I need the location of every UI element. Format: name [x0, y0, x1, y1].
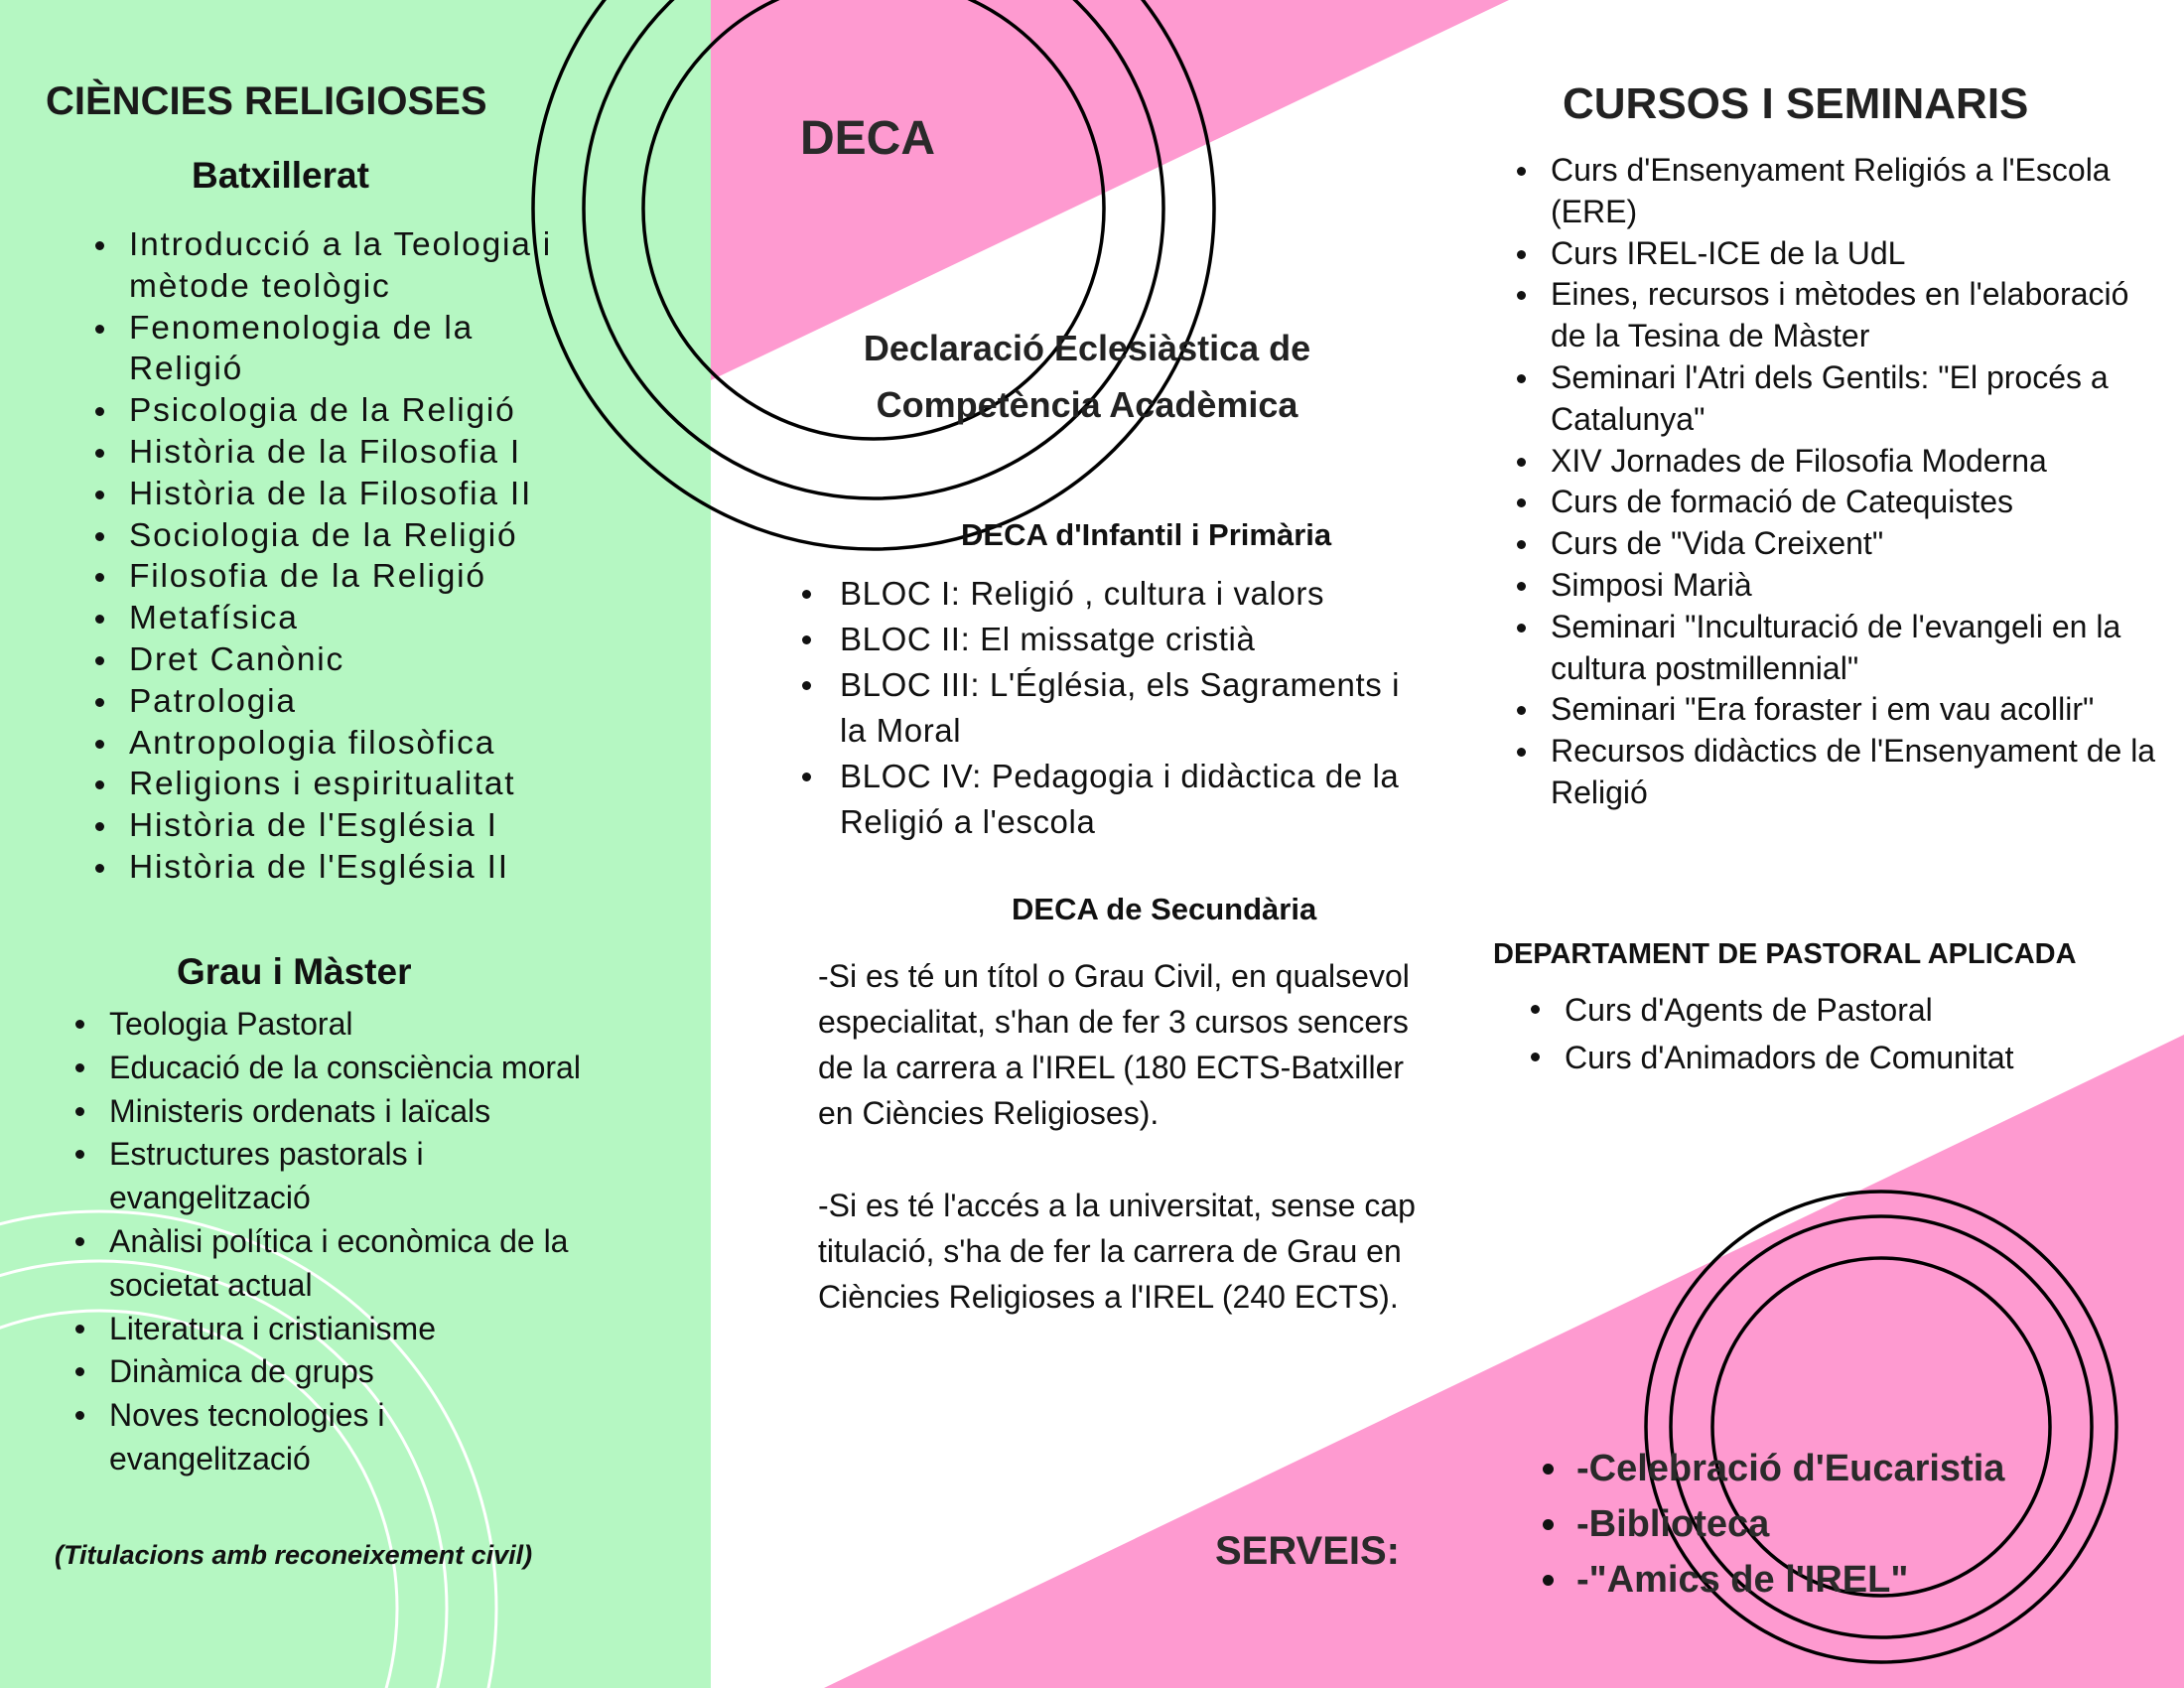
list-item: Sociologia de la Religió	[91, 515, 568, 557]
ciencies-religioses-title: CIÈNCIES RELIGIOSES	[46, 79, 487, 123]
list-item: Literatura i cristianisme	[71, 1308, 588, 1351]
list-item: Anàlisi política i econòmica de la societat actual	[71, 1220, 588, 1308]
list-item: Seminari "Inculturació de l'evangeli en la cultura postmillennial"	[1513, 607, 2158, 690]
list-item: Curs d'Animadors de Comunitat	[1527, 1034, 2142, 1081]
list-item: Educació de la consciència moral	[71, 1047, 588, 1090]
list-item: BLOC IV: Pedagogia i didàctica de la Religió a l'escola	[798, 754, 1433, 845]
serveis-heading: SERVEIS:	[1215, 1529, 1400, 1573]
deca-title: DECA	[800, 112, 936, 165]
list-item: BLOC I: Religió , cultura i valors	[798, 571, 1433, 617]
list-item: Història de l'Església I	[91, 805, 568, 847]
list-item: Metafísica	[91, 598, 568, 639]
grau-master-heading: Grau i Màster	[177, 951, 412, 992]
batxillerat-list	[91, 224, 568, 889]
serveis-list	[1539, 1441, 2174, 1608]
list-item: Patrologia	[91, 681, 568, 723]
list-item: Curs d'Ensenyament Religiós a l'Escola (ERE)	[1513, 150, 2158, 233]
list-item: -Celebració d'Eucaristia	[1539, 1441, 2174, 1496]
list-item: Introducció a la Teologia i mètode teològic	[91, 224, 568, 308]
batxillerat-heading: Batxillerat	[192, 155, 369, 196]
deca-secundaria-heading: DECA de Secundària	[1012, 892, 1317, 926]
list-item: Curs de formació de Catequistes	[1513, 482, 2158, 523]
departament-list	[1527, 986, 2142, 1081]
list-item: -Biblioteca	[1539, 1496, 2174, 1552]
deca-subtitle: Declaració Eclesiàstica de Competència Acadèmica	[863, 328, 1311, 425]
secundaria-paragraph-2: -Si es té l'accés a la universitat, sense cap titulació, s'ha de fer la carrera de Grau en Ciències Religioses a l'IREL (240 ECTS).	[818, 1188, 1416, 1315]
cursos-seminaris-title: CURSOS I SEMINARIS	[1563, 79, 2029, 128]
list-item: Fenomenologia de la Religió	[91, 308, 568, 391]
list-item: Teologia Pastoral	[71, 1003, 588, 1047]
list-item: Antropologia filosòfica	[91, 723, 568, 765]
grau-master-list	[71, 1003, 588, 1481]
secundaria-paragraph-1: -Si es té un títol o Grau Civil, en qualsevol especialitat, s'han de fer 3 cursos sencers de la carrera a l'IREL (180 ECTS-Batxiller en Ciències Religioses).	[818, 958, 1410, 1131]
list-item: Història de la Filosofia I	[91, 432, 568, 474]
list-item: Curs de "Vida Creixent"	[1513, 523, 2158, 565]
list-item: Recursos didàctics de l'Ensenyament de la Religió	[1513, 731, 2158, 814]
list-item: Noves tecnologies i evangelització	[71, 1394, 588, 1481]
list-item: XIV Jornades de Filosofia Moderna	[1513, 441, 2158, 483]
cursos-list	[1513, 150, 2158, 814]
deca-infantil-heading: DECA d'Infantil i Primària	[961, 517, 1332, 552]
list-item: Seminari l'Atri dels Gentils: "El procés a Catalunya"	[1513, 357, 2158, 441]
list-item: Ministeris ordenats i laïcals	[71, 1090, 588, 1134]
list-item: Religions i espiritualitat	[91, 764, 568, 805]
list-item: Filosofia de la Religió	[91, 556, 568, 598]
list-item: Història de l'Església II	[91, 847, 568, 889]
list-item: BLOC III: L'Églésia, els Sagraments i la Moral	[798, 662, 1433, 754]
list-item: Estructures pastorals i evangelització	[71, 1133, 588, 1220]
bloc-list	[798, 571, 1433, 845]
list-item: -"Amics de l'IREL"	[1539, 1552, 2174, 1608]
list-item: Seminari "Era foraster i em vau acollir"	[1513, 689, 2158, 731]
departament-heading: DEPARTAMENT DE PASTORAL APLICADA	[1493, 938, 2077, 970]
list-item: BLOC II: El missatge cristià	[798, 617, 1433, 662]
list-item: Dinàmica de grups	[71, 1350, 588, 1394]
list-item: Curs d'Agents de Pastoral	[1527, 986, 2142, 1034]
list-item: Simposi Marià	[1513, 565, 2158, 607]
list-item: Història de la Filosofia II	[91, 474, 568, 515]
list-item: Curs IREL-ICE de la UdL	[1513, 233, 2158, 275]
titulacions-note: (Titulacions amb reconeixement civil)	[55, 1540, 533, 1570]
list-item: Dret Canònic	[91, 639, 568, 681]
list-item: Eines, recursos i mètodes en l'elaboració de la Tesina de Màster	[1513, 274, 2158, 357]
list-item: Psicologia de la Religió	[91, 390, 568, 432]
